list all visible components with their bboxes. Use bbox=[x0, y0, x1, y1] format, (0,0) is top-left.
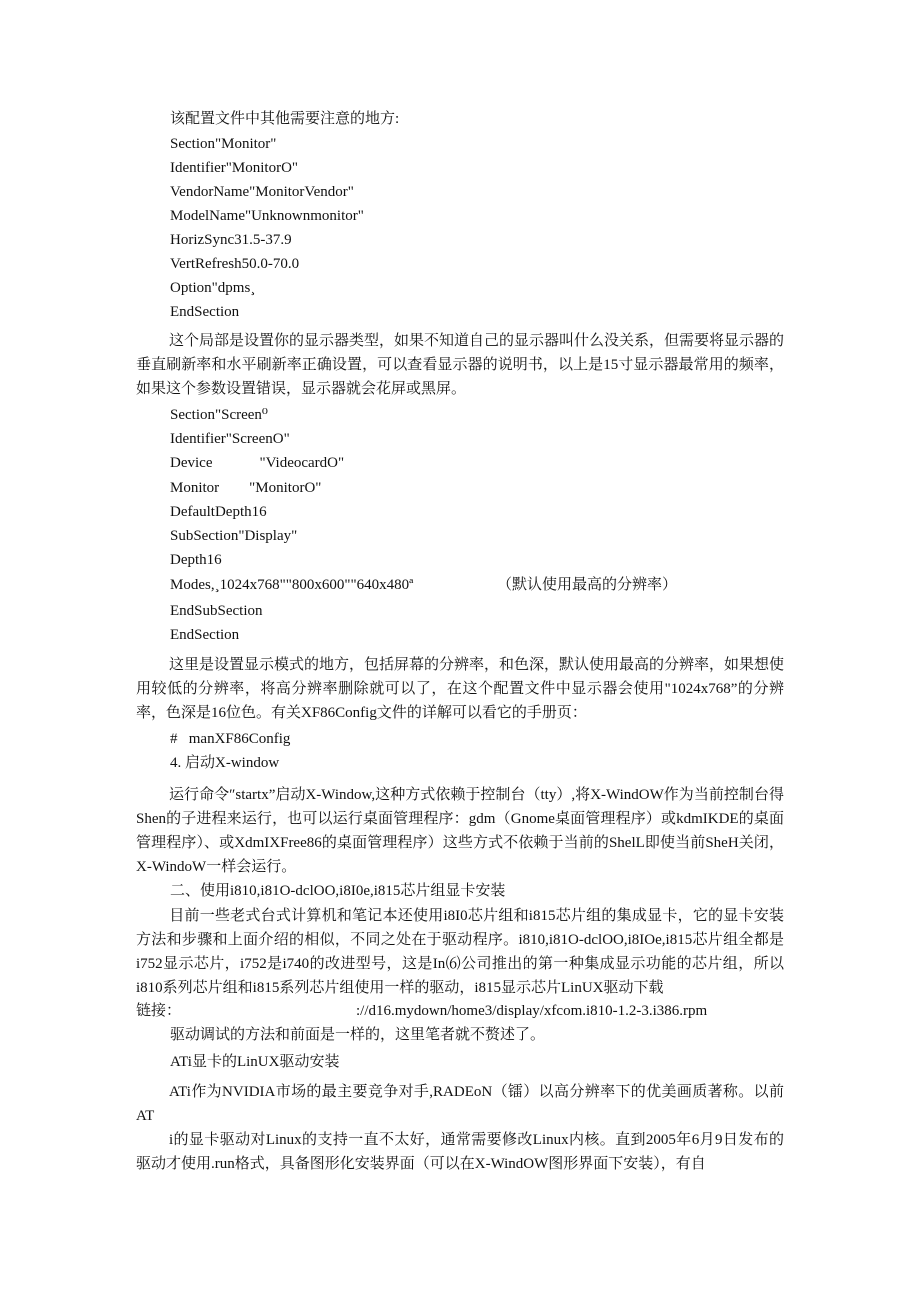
screen-config-line: Section"Screen⁰ bbox=[170, 407, 268, 423]
screen-description: 这里是设置显示模式的地方，包括屏幕的分辨率，和色深，默认使用最高的分辨率，如果想使用较低的分辨率，将高分辨率删除就可以了，在这个配置文件中显示器会使用"1024x768”的分辨率，色深是16位色。有关XF86Config文件的详解可以看它的手册页： bbox=[136, 657, 785, 721]
i810-description: 目前一些老式台式计算机和笔记本还使用i8I0芯片组和i815芯片组的集成显卡，它的显卡安装方法和步骤和上面介绍的相似，不同之处在于驱动程序。i810,i81O-dclOO,i8IOe,i815芯片组全都是i752显示芯片，i752是i740的改进型号，这是In⑹公司推出的第一种集成显示功能的芯片组，所以i810系列芯片组和i815系列芯片组使用一样的驱动，i815显示芯片LinUX驱动下载 bbox=[136, 908, 784, 996]
modes-note: （默认使用最高的分辨率） bbox=[497, 577, 678, 593]
screen-config-line: EndSection bbox=[170, 627, 240, 643]
screen-config-monitor: Monitor "MonitorO" bbox=[170, 480, 322, 496]
monitor-config-line: EndSection bbox=[170, 304, 240, 320]
section-heading-start-xwindow: 4. 启动X-window bbox=[170, 755, 280, 771]
screen-config-line: DefaultDepth16 bbox=[170, 504, 267, 520]
monitor-config-line: Section"Monitor" bbox=[170, 136, 277, 152]
monitor-config-line: ModelName"Unknownmonitor" bbox=[170, 208, 364, 224]
monitor-config-line: VertRefresh50.0-70.0 bbox=[170, 256, 300, 272]
debug-note: 驱动调试的方法和前面是一样的，这里笔者就不赘述了。 bbox=[170, 1027, 546, 1043]
download-link-url[interactable]: ://d16.mydown/home3/display/xfcom.i810-1.2-3.i386.rpm bbox=[356, 1003, 708, 1019]
man-command: # manXF86Config bbox=[170, 731, 291, 747]
monitor-description: 这个局部是设置你的显示器类型，如果不知道自己的显示器叫什么没关系，但需要将显示器的垂直刷新率和水平刷新率正确设置，可以查看显示器的说明书，以上是15寸显示器最常用的频率，如果这个参数设置错误，显示器就会花屏或黑屏。 bbox=[136, 333, 785, 397]
screen-config-device: Device "VideocardO" bbox=[170, 455, 345, 471]
monitor-config-line: HorizSync31.5-37.9 bbox=[170, 232, 292, 248]
monitor-config-line: VendorName"MonitorVendor" bbox=[170, 184, 354, 200]
start-description: 运行命令″startx”启动X-Window,这种方式依赖于控制台（tty）,将X-WindOW作为当前控制台得Shen的子进程来运行，也可以运行桌面管理程序：gdm（Gnome桌面管理程序）或kdmIKDE的桌面管理程序）、或XdmIXFree86的桌面管理程序）这些方式不依赖于当前的ShelL即使当前SheH关闭，X-WindoW一样会运行。 bbox=[136, 787, 784, 875]
section-heading-ati: ATi显卡的LinUX驱动安装 bbox=[170, 1054, 340, 1070]
screen-config-line: Identifier"ScreenO" bbox=[170, 431, 290, 447]
intro-line: 该配置文件中其他需要注意的地方: bbox=[170, 111, 400, 127]
screen-config-line: SubSection"Display" bbox=[170, 528, 298, 544]
screen-config-line: Depth16 bbox=[170, 552, 222, 568]
monitor-config-line: Option"dpms¸ bbox=[170, 280, 256, 296]
monitor-config-line: Identifier"MonitorO" bbox=[170, 160, 299, 176]
ati-description-2: i的显卡驱动对Linux的支持一直不太好，通常需要修改Linux内核。直到2005年6月9日发布的驱动才使用.run格式，具备图形化安装界面（可以在X-WindOW图形界面下安装），有自 bbox=[136, 1132, 784, 1172]
screen-config-line: EndSubSection bbox=[170, 603, 263, 619]
download-link-label: 链接： bbox=[136, 1003, 182, 1019]
section-heading-i810: 二、使用i810,i81O-dclOO,i8I0e,i815芯片组显卡安装 bbox=[170, 883, 506, 899]
screen-config-modes: Modes,¸1024x768""800x600""640x480ª bbox=[170, 577, 414, 593]
ati-description-1: ATi作为NVIDIA市场的最主要竞争对手,RADEoN（镭）以高分辨率下的优美画质著称。以前AT bbox=[136, 1084, 784, 1124]
